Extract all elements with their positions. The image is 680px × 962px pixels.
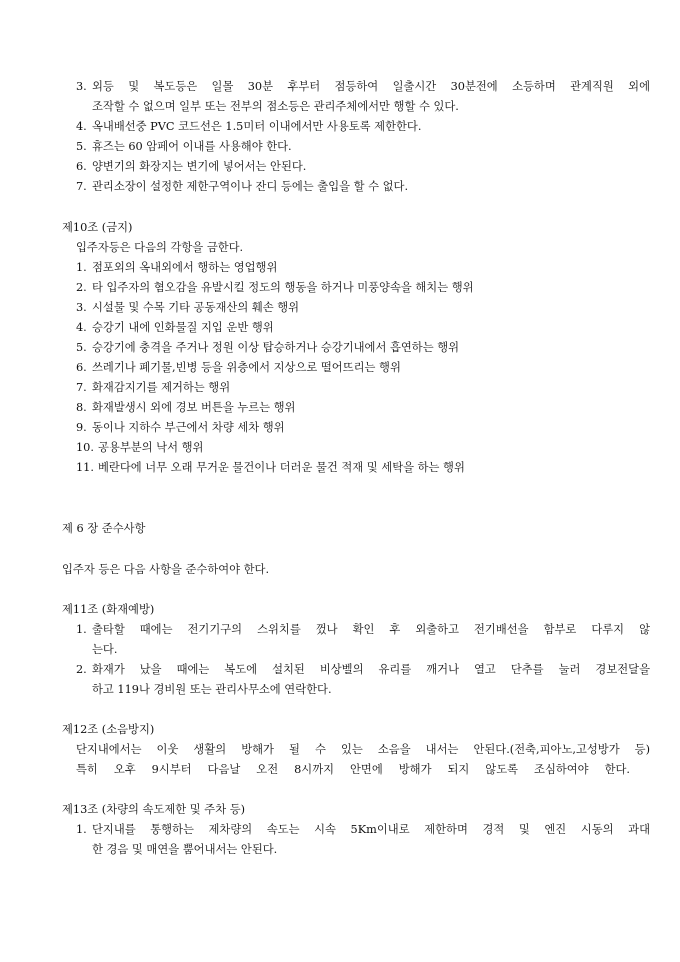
list-number: 7.	[76, 381, 87, 394]
chapter-intro: 입주자 등은 다음 사항을 준수하여야 한다.	[62, 563, 270, 576]
list-item-text: 동이나 지하수 부근에서 차량 세차 행위	[92, 421, 285, 434]
list-number: 9.	[76, 421, 87, 434]
list-item-text: 출타할 때에는 전기기구의 스위치를 껐나 확인 후 외출하고 전기배선을 함부로 다루지 않	[92, 623, 650, 636]
list-number: 6.	[76, 160, 87, 173]
article-title: 제11조 (화재예방)	[62, 603, 155, 616]
paragraph-line: 특히 오후 9시부터 다음날 오전 8시까지 안면에 방해가 되지 않도록 조심하여야 한다.	[76, 763, 630, 776]
article-title: 제13조 (차량의 속도제한 및 주차 등)	[62, 803, 246, 816]
list-item-continuation: 는다.	[92, 643, 118, 656]
list-item-text: 타 입주자의 혐오감을 유발시킬 정도의 행동을 하거나 미풍양속을 해치는 행위	[92, 281, 474, 294]
list-item-text: 쓰레기나 폐기물,빈병 등을 위층에서 지상으로 떨어뜨리는 행위	[92, 361, 401, 374]
list-number: 2.	[76, 281, 87, 294]
list-number: 7.	[76, 180, 87, 193]
list-number: 6.	[76, 361, 87, 374]
list-item-text: 베란다에 너무 오래 무거운 물건이나 더러운 물건 적재 및 세탁을 하는 행위	[98, 461, 465, 474]
list-item-text: 화재감지기를 제거하는 행위	[92, 381, 231, 394]
list-item-continuation: 조작할 수 없으며 일부 또는 전부의 점소등은 관리주체에서만 행할 수 있다.	[92, 100, 459, 113]
list-item-text: 시설물 및 수목 기타 공동재산의 훼손 행위	[92, 301, 300, 314]
list-item-text: 관리소장이 설정한 제한구역이나 잔디 등에는 출입을 할 수 없다.	[92, 180, 409, 193]
list-number: 1.	[76, 623, 87, 636]
list-item-text: 옥내배선중 PVC 코드선은 1.5미터 이내에서만 사용토록 제한한다.	[92, 120, 422, 133]
list-item-text: 공용부분의 낙서 행위	[98, 441, 204, 454]
paragraph-line: 단지내에서는 이웃 생활의 방해가 될 수 있는 소음을 내서는 안된다.(전축,피아노,고성방가 등)	[76, 743, 650, 756]
list-item-text: 단지내를 통행하는 제차량의 속도는 시속 5Km이내로 제한하며 경적 및 엔진 시동의 과대	[92, 823, 650, 836]
article-title: 제10조 (금지)	[62, 221, 133, 234]
list-item-text: 화재가 났을 때에는 복도에 설치된 비상벨의 유리를 깨거나 열고 단추를 눌러 경보전달을	[92, 663, 650, 676]
list-item-text: 승강기 내에 인화물질 지입 운반 행위	[92, 321, 274, 334]
list-number: 2.	[76, 663, 87, 676]
chapter-title: 제 6 장 준수사항	[62, 522, 146, 535]
list-item-continuation: 하고 119나 경비원 또는 관리사무소에 연락한다.	[92, 683, 332, 696]
article-title: 제12조 (소음방지)	[62, 723, 155, 736]
list-number: 5.	[76, 140, 87, 153]
list-number: 3.	[76, 80, 87, 93]
list-number: 3.	[76, 301, 87, 314]
list-item-text: 휴즈는 60 암페어 이내를 사용해야 한다.	[92, 140, 292, 153]
list-item-text: 승강기에 충격을 주거나 정원 이상 탑승하거나 승강기내에서 흡연하는 행위	[92, 341, 460, 354]
list-number: 1.	[76, 823, 87, 836]
list-number: 11.	[76, 461, 94, 474]
list-number: 1.	[76, 261, 87, 274]
article-intro: 입주자등은 다음의 각항을 금한다.	[76, 241, 244, 254]
list-number: 4.	[76, 120, 87, 133]
list-number: 5.	[76, 341, 87, 354]
list-number: 10.	[76, 441, 94, 454]
list-number: 8.	[76, 401, 87, 414]
list-item-text: 양변기의 화장지는 변기에 넣어서는 안된다.	[92, 160, 307, 173]
list-item-text: 점포외의 옥내외에서 행하는 영업행위	[92, 261, 278, 274]
list-item-continuation: 한 경음 및 매연을 뿜어내서는 안된다.	[92, 843, 278, 856]
list-item-text: 화재발생시 외에 경보 버튼을 누르는 행위	[92, 401, 296, 414]
list-item-text: 외등 및 복도등은 일몰 30분 후부터 점등하여 일출시간 30분전에 소등하며 관계직원 외에	[92, 80, 650, 93]
list-number: 4.	[76, 321, 87, 334]
